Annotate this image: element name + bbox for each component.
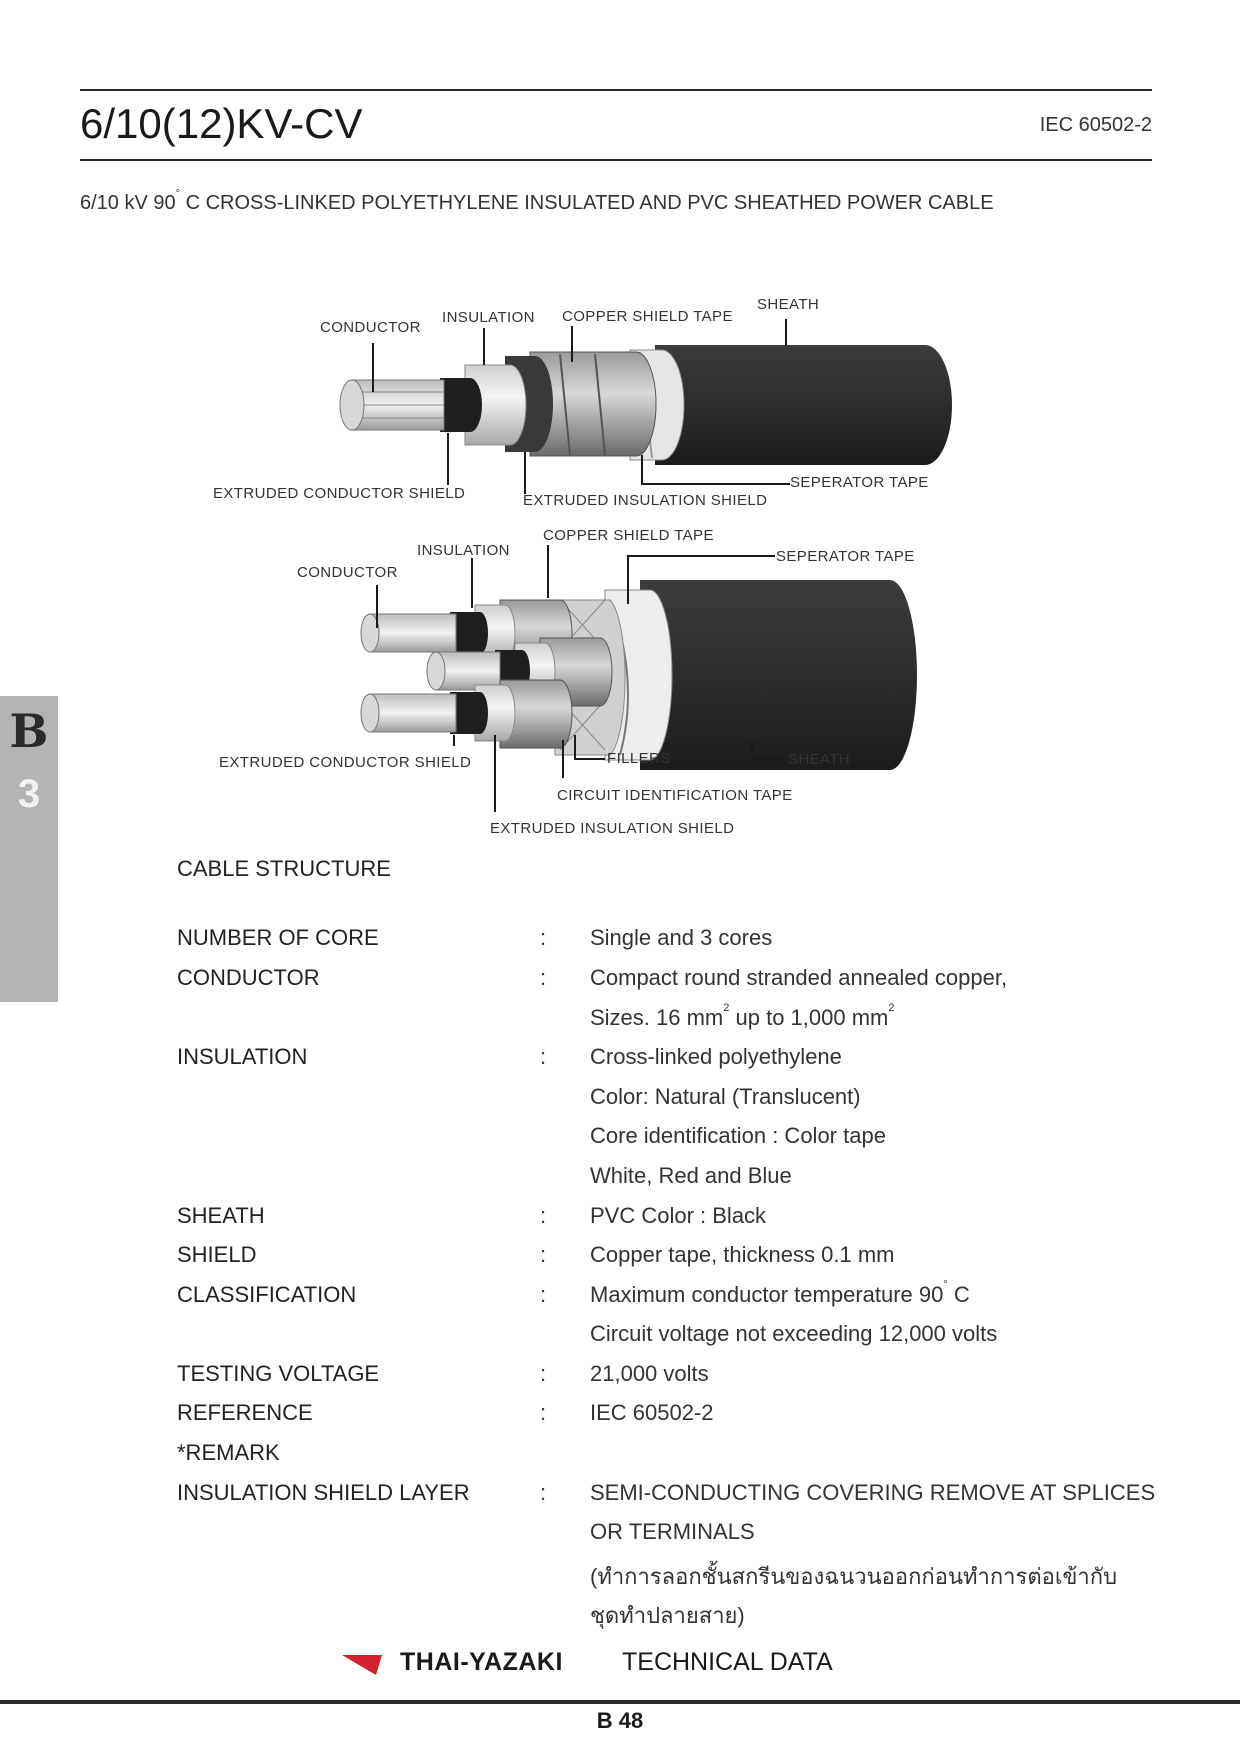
footer-technical-data: TECHNICAL DATA <box>622 1648 833 1676</box>
spec-label: INSULATION <box>177 1044 308 1069</box>
section-number: 3 <box>17 772 41 816</box>
spec-label: REFERENCE <box>177 1400 313 1425</box>
spec-value: OR TERMINALS <box>590 1519 755 1544</box>
spec-label: INSULATION SHIELD LAYER <box>177 1480 470 1505</box>
label-single-extruded-insulation-shield: EXTRUDED INSULATION SHIELD <box>523 492 768 509</box>
label-single-conductor: CONDUCTOR <box>320 319 421 336</box>
spec-value: (ทำการลอกชั้นสกรีนของฉนวนออกก่อนทำการต่อเข้ากับ <box>590 1564 1118 1589</box>
spec-colon: : <box>540 925 547 950</box>
section-letter: B <box>9 704 49 758</box>
label-single-sheath: SHEATH <box>757 296 820 313</box>
spec-value: Sizes. 16 $mm^2$ up to 1,000 $mm^2$ <box>590 1002 895 1030</box>
spec-value: Compact round stranded annealed copper, <box>590 965 1008 990</box>
label-three-extruded-conductor-shield: EXTRUDED CONDUCTOR SHIELD <box>219 754 472 771</box>
spec-colon: : <box>540 1203 547 1228</box>
single-conductor <box>340 380 444 430</box>
spec-label: TESTING VOLTAGE <box>177 1361 380 1386</box>
spec-colon: : <box>540 1044 547 1069</box>
cable-structure-heading: CABLE STRUCTURE <box>177 856 391 881</box>
spec-colon: : <box>540 1400 547 1425</box>
spec-label: SHIELD <box>177 1242 257 1267</box>
thai-yazaki-logo-mark <box>342 1655 382 1675</box>
label-three-sheath: SHEATH <box>788 751 851 768</box>
label-single-extruded-conductor-shield: EXTRUDED CONDUCTOR SHIELD <box>213 485 466 502</box>
spec-value: PVC Color : Black <box>590 1203 767 1228</box>
standard-reference: IEC 60502-2 <box>1039 114 1152 136</box>
spec-value: IEC 60502-2 <box>590 1400 714 1425</box>
spec-value: Single and 3 cores <box>590 925 773 950</box>
single-sheath <box>655 345 952 465</box>
spec-colon: : <box>540 1480 547 1505</box>
footer-brand: THAI-YAZAKI <box>400 1648 563 1676</box>
section-side-tab <box>0 696 58 1002</box>
spec-value: Maximum conductor temperature 90° C <box>590 1279 970 1307</box>
spec-value: White, Red and Blue <box>590 1163 792 1188</box>
footer-rule <box>0 1700 1240 1704</box>
spec-label: *REMARK <box>177 1440 280 1465</box>
spec-value: SEMI-CONDUCTING COVERING REMOVE AT SPLICES <box>590 1480 1156 1505</box>
page-subtitle: 6/10 kV 90° C CROSS-LINKED POLYETHYLENE INSULATED AND PVC SHEATHED POWER CABLE <box>80 188 994 214</box>
spec-label: NUMBER OF CORE <box>177 925 379 950</box>
label-three-extruded-insulation-shield: EXTRUDED INSULATION SHIELD <box>490 820 735 837</box>
label-three-separator-tape: SEPERATOR TAPE <box>776 548 915 565</box>
spec-label: CONDUCTOR <box>177 965 320 990</box>
spec-label: CLASSIFICATION <box>177 1282 357 1307</box>
spec-value: 21,000 volts <box>590 1361 709 1386</box>
spec-colon: : <box>540 1361 547 1386</box>
spec-label: SHEATH <box>177 1203 265 1228</box>
spec-value: ชุดทำปลายสาย) <box>590 1603 745 1628</box>
single-conductor-shield <box>440 378 482 432</box>
label-three-circuit-identification-tape: CIRCUIT IDENTIFICATION TAPE <box>557 787 793 804</box>
spec-value: Copper tape, thickness 0.1 mm <box>590 1242 895 1267</box>
spec-colon: : <box>540 1242 547 1267</box>
spec-colon: : <box>540 1282 547 1307</box>
spec-value: Core identification : Color tape <box>590 1123 886 1148</box>
label-single-separator-tape: SEPERATOR TAPE <box>790 474 929 491</box>
label-three-conductor: CONDUCTOR <box>297 564 398 581</box>
page-number: B 48 <box>596 1708 644 1733</box>
label-single-copper-shield-tape: COPPER SHIELD TAPE <box>562 308 733 325</box>
page-title: 6/10(12)KV-CV <box>80 100 363 147</box>
label-three-fillers: FILLERS <box>607 750 671 767</box>
spec-colon: : <box>540 965 547 990</box>
label-three-insulation: INSULATION <box>417 542 510 559</box>
label-three-copper-shield-tape: COPPER SHIELD TAPE <box>543 527 714 544</box>
label-single-insulation: INSULATION <box>442 309 535 326</box>
spec-value: Circuit voltage not exceeding 12,000 volts <box>590 1321 998 1346</box>
three-core-sheath <box>640 580 917 770</box>
spec-value: Cross-linked polyethylene <box>590 1044 842 1069</box>
spec-value: Color: Natural (Translucent) <box>590 1084 861 1109</box>
